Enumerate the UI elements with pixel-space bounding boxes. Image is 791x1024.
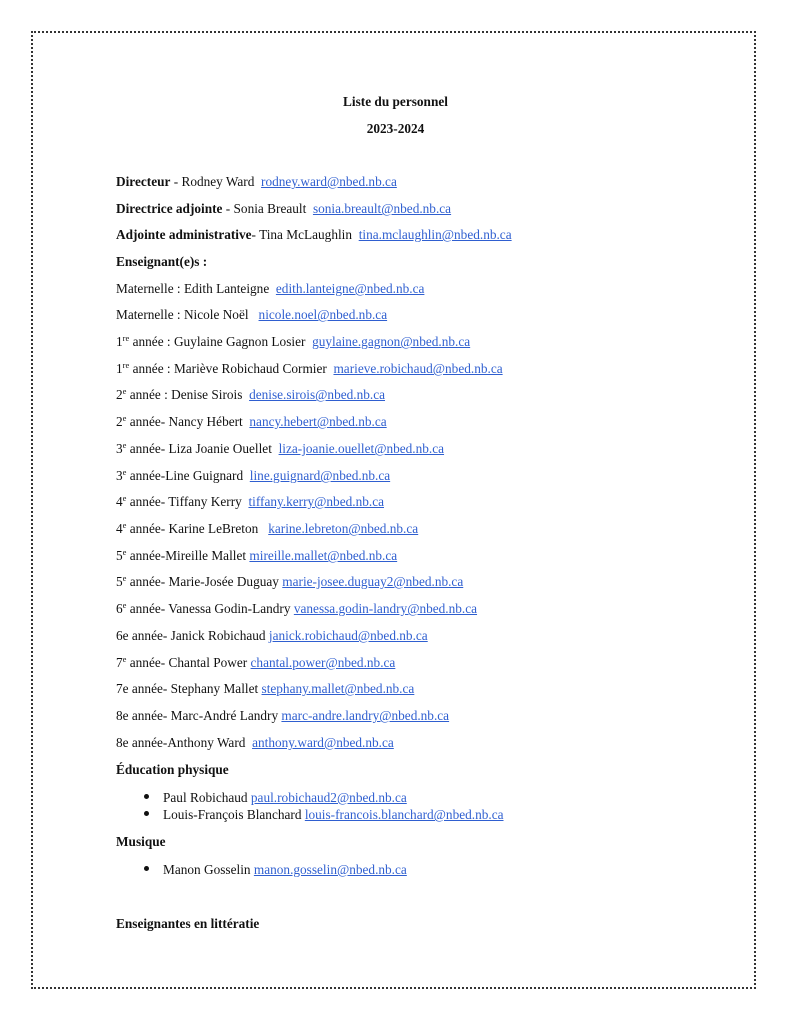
teacher-line: 3e année- Liza Joanie Ouellet liza-joanie.ouellet@nbed.nb.ca (116, 440, 445, 456)
email-link[interactable]: nicole.noel@nbed.nb.ca (258, 307, 388, 322)
staff-name: Louis-François Blanchard (163, 807, 302, 822)
staff-name: Mireille Mallet (165, 548, 247, 563)
staff-name: Vanessa Godin-Landry (168, 601, 291, 616)
email-link[interactable]: louis-francois.blanchard@nbed.nb.ca (304, 807, 504, 822)
staff-name: Liza Joanie Ouellet (168, 441, 272, 456)
staff-name: Chantal Power (168, 655, 248, 670)
staff-line-directeur: Directeur - Rodney Ward rodney.ward@nbed.nb.ca (116, 174, 397, 189)
literacy-heading: Enseignantes en littératie (116, 916, 260, 931)
email-link[interactable]: manon.gosselin@nbed.nb.ca (253, 862, 407, 877)
staff-name: Guylaine Gagnon Losier (173, 334, 306, 349)
staff-name: Denise Sirois (171, 387, 243, 402)
pe-heading: Éducation physique (116, 762, 229, 777)
staff-name: Manon Gosselin (163, 862, 251, 877)
email-link[interactable]: chantal.power@nbed.nb.ca (250, 655, 396, 670)
teachers-heading: Enseignant(e)s : (116, 254, 208, 269)
list-item (144, 807, 504, 823)
teacher-line: 7e année- Stephany Mallet stephany.mallet@nbed.nb.ca (116, 681, 415, 696)
email-link[interactable]: guylaine.gagnon@nbed.nb.ca (312, 334, 471, 349)
teacher-line: 2e année : Denise Sirois denise.sirois@nbed.nb.ca (116, 386, 386, 402)
email-link[interactable]: line.guignard@nbed.nb.ca (249, 468, 391, 483)
staff-name: Marc-André Landry (170, 708, 279, 723)
email-link[interactable]: vanessa.godin-landry@nbed.nb.ca (293, 601, 478, 616)
teacher-line: 6e année- Vanessa Godin-Landry vanessa.godin-landry@nbed.nb.ca (116, 600, 478, 616)
list-item (144, 862, 407, 878)
email-link[interactable]: edith.lanteigne@nbed.nb.ca (275, 281, 425, 296)
email-link[interactable]: anthony.ward@nbed.nb.ca (252, 735, 394, 750)
bullet-icon (144, 811, 149, 816)
staff-name: Rodney Ward (181, 174, 255, 189)
teacher-line: 1re année : Guylaine Gagnon Losier guylaine.gagnon@nbed.nb.ca (116, 333, 471, 349)
bullet-icon (144, 866, 149, 871)
role-label: Adjointe administrative (116, 227, 252, 242)
teacher-line: 8e année-Anthony Ward anthony.ward@nbed.nb.ca (116, 735, 394, 750)
staff-name: Tiffany Kerry (168, 494, 242, 509)
email-link[interactable]: tiffany.kerry@nbed.nb.ca (248, 494, 384, 509)
teacher-line: 3e année-Line Guignard line.guignard@nbed.nb.ca (116, 467, 391, 483)
staff-name: Nicole Noël (183, 307, 249, 322)
staff-name: Line Guignard (165, 468, 244, 483)
role-label: Directrice adjointe (116, 201, 223, 216)
teacher-line: 1re année : Mariève Robichaud Cormier marieve.robichaud@nbed.nb.ca (116, 360, 503, 376)
role-label: Directeur (116, 174, 171, 189)
email-link[interactable]: rodney.ward@nbed.nb.ca (261, 174, 397, 189)
email-link[interactable]: denise.sirois@nbed.nb.ca (249, 387, 386, 402)
teacher-line: 2e année- Nancy Hébert nancy.hebert@nbed.nb.ca (116, 413, 387, 429)
staff-line-directrice-adjointe: Directrice adjointe - Sonia Breault sonia.breault@nbed.nb.ca (116, 201, 452, 216)
staff-name: Karine LeBreton (168, 521, 259, 536)
teacher-line: 5e année-Mireille Mallet mireille.mallet@nbed.nb.ca (116, 547, 398, 563)
document-title: Liste du personnel (343, 94, 448, 109)
staff-name: Nancy Hébert (168, 414, 243, 429)
email-link[interactable]: marie-josee.duguay2@nbed.nb.ca (282, 574, 464, 589)
email-link[interactable]: liza-joanie.ouellet@nbed.nb.ca (278, 441, 445, 456)
staff-name: Anthony Ward (167, 735, 246, 750)
teacher-line: 7e année- Chantal Power chantal.power@nbed.nb.ca (116, 654, 396, 670)
teacher-line: 4e année- Tiffany Kerry tiffany.kerry@nbed.nb.ca (116, 493, 384, 509)
staff-name: Mariève Robichaud Cormier (173, 361, 327, 376)
staff-name: Sonia Breault (233, 201, 307, 216)
list-item (144, 790, 407, 806)
staff-name: Marie-Josée Duguay (168, 574, 279, 589)
email-link[interactable]: sonia.breault@nbed.nb.ca (312, 201, 452, 216)
teacher-line: 5e année- Marie-Josée Duguay marie-josee.duguay2@nbed.nb.ca (116, 573, 464, 589)
email-link[interactable]: mireille.mallet@nbed.nb.ca (249, 548, 398, 563)
teacher-line: 8e année- Marc-André Landry marc-andre.landry@nbed.nb.ca (116, 708, 450, 723)
email-link[interactable]: stephany.mallet@nbed.nb.ca (261, 681, 415, 696)
bullet-icon (144, 794, 149, 799)
email-link[interactable]: janick.robichaud@nbed.nb.ca (268, 628, 428, 643)
email-link[interactable]: marieve.robichaud@nbed.nb.ca (333, 361, 503, 376)
teacher-line: Maternelle : Nicole Noël nicole.noel@nbed.nb.ca (116, 307, 388, 322)
music-heading: Musique (116, 834, 166, 849)
staff-name: Stephany Mallet (170, 681, 259, 696)
staff-name: Edith Lanteigne (183, 281, 270, 296)
teacher-line: 6e année- Janick Robichaud janick.robichaud@nbed.nb.ca (116, 628, 428, 643)
email-link[interactable]: nancy.hebert@nbed.nb.ca (249, 414, 387, 429)
email-link[interactable]: paul.robichaud2@nbed.nb.ca (250, 790, 407, 805)
email-link[interactable]: tina.mclaughlin@nbed.nb.ca (358, 227, 512, 242)
staff-name: Janick Robichaud (170, 628, 266, 643)
staff-name: Paul Robichaud (163, 790, 248, 805)
email-link[interactable]: marc-andre.landry@nbed.nb.ca (281, 708, 450, 723)
staff-line-adjointe-administrative: Adjointe administrative- Tina McLaughlin tina.mclaughlin@nbed.nb.ca (116, 227, 512, 242)
email-link[interactable]: karine.lebreton@nbed.nb.ca (268, 521, 419, 536)
staff-name: Tina McLaughlin (259, 227, 353, 242)
school-year: 2023-2024 (366, 121, 425, 136)
teacher-line: Maternelle : Edith Lanteigne edith.lanteigne@nbed.nb.ca (116, 281, 425, 296)
teacher-line: 4e année- Karine LeBreton karine.lebreton@nbed.nb.ca (116, 520, 419, 536)
